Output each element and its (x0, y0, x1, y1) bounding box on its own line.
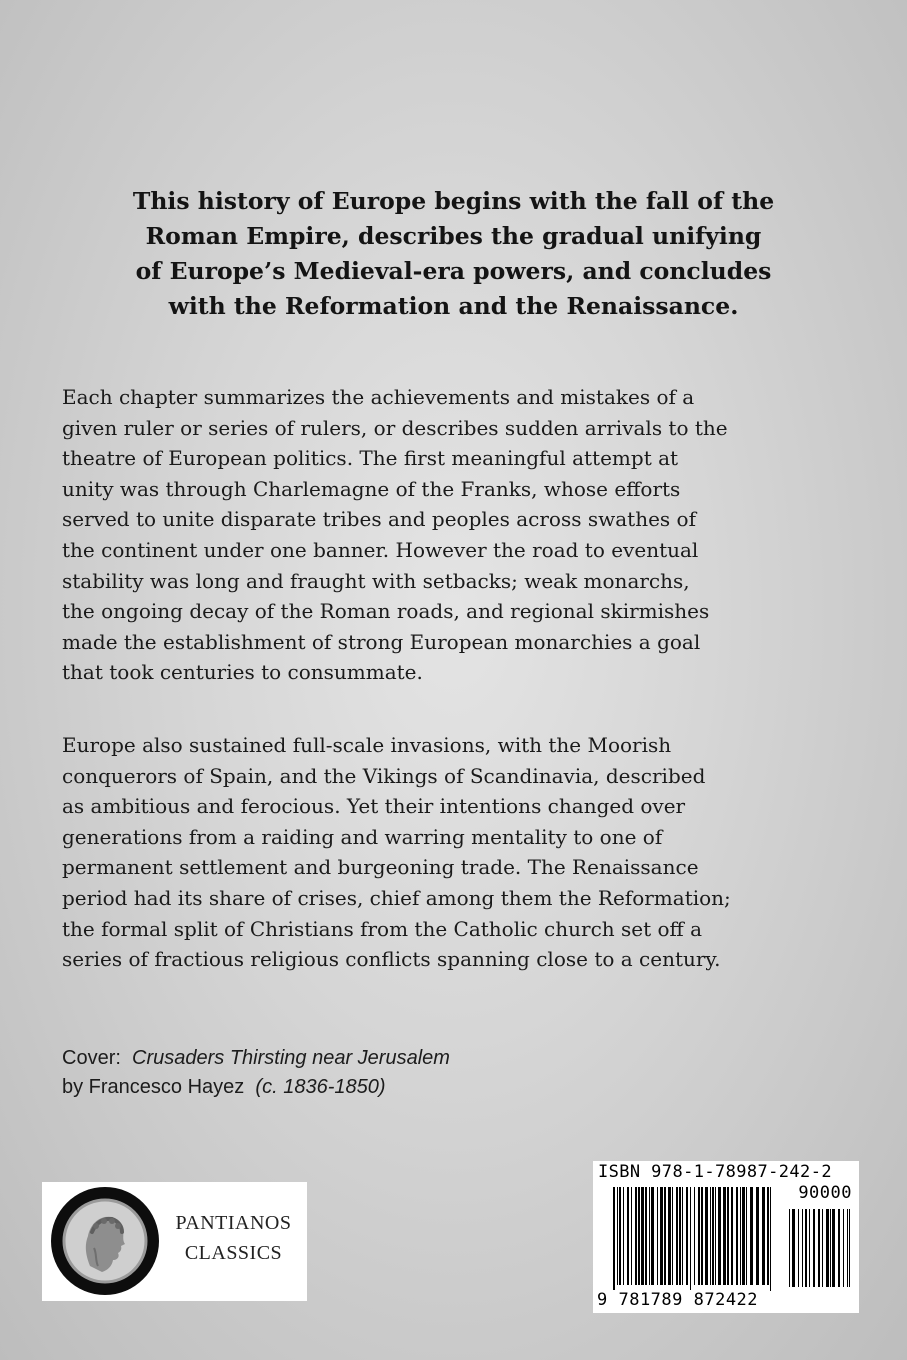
paragraph-line: permanent settlement and burgeoning trade. The Renaissance (62, 855, 699, 880)
painting-title: Crusaders Thirsting near Jerusalem (132, 1047, 450, 1069)
barcode-bar (668, 1187, 671, 1285)
blurb-line: of Europe’s Medieval-era powers, and concludes (135, 257, 772, 285)
addon-bar (789, 1209, 790, 1287)
addon-bar (818, 1209, 820, 1287)
barcode-bar (645, 1187, 647, 1285)
addon-bar (830, 1209, 831, 1287)
barcode-bar (682, 1187, 683, 1285)
barcode-bar (731, 1187, 733, 1285)
paragraph-line: series of fractious religious conflicts spanning close to a century. (62, 947, 721, 972)
paragraph-line: given ruler or series of rulers, or describes sudden arrivals to the (62, 415, 728, 440)
paragraph-line: period had its share of crises, chief among them the Reformation; (62, 885, 731, 910)
barcode-bar (756, 1187, 759, 1285)
paragraph-line: unity was through Charlemagne of the Franks, whose efforts (62, 476, 681, 501)
barcode-bar (664, 1187, 666, 1285)
barcode-bar (617, 1187, 618, 1285)
barcode-bar (746, 1187, 747, 1285)
publisher-logo (42, 1182, 307, 1301)
barcode-bar (750, 1187, 753, 1285)
blurb-line: with the Reformation and the Renaissance. (168, 292, 739, 320)
barcode-bar (710, 1187, 711, 1285)
barcode-bar (641, 1187, 644, 1285)
addon-bar (798, 1209, 799, 1287)
barcode-bar (694, 1187, 695, 1285)
ean-digits: 9 781789 872422 (597, 1290, 759, 1310)
painting-date: (c. 1836-1850) (255, 1076, 386, 1098)
barcode-bar (698, 1187, 700, 1285)
isbn-barcode (593, 1161, 859, 1313)
publisher-name (166, 1208, 301, 1268)
barcode-bar (619, 1187, 621, 1285)
publisher-line: CLASSICS (184, 1242, 283, 1264)
barcode-bar (767, 1187, 769, 1285)
blurb-line: This history of Europe begins with the fall of the (132, 187, 775, 215)
barcode-bar (679, 1187, 681, 1285)
addon-bar (813, 1209, 815, 1287)
barcode-bar (718, 1187, 721, 1285)
barcode-bar (727, 1187, 729, 1285)
publisher-line: PANTIANOS (175, 1212, 292, 1234)
paragraph-line: stability was long and fraught with setbacks; weak monarchs, (62, 568, 690, 593)
barcode-bar (657, 1187, 658, 1285)
addon-bar (805, 1209, 807, 1287)
paragraph-line: the formal split of Christians from the Catholic church set off a (62, 916, 703, 941)
cover-label: Cover: (62, 1047, 121, 1069)
addon-bar (802, 1209, 803, 1287)
barcode-bar (740, 1187, 741, 1285)
barcode-bar (690, 1187, 691, 1291)
barcode-bar (627, 1187, 629, 1285)
barcode-bar (672, 1187, 673, 1285)
addon-bar (849, 1209, 850, 1287)
paragraph-line: the ongoing decay of the Roman roads, and regional skirmishes (62, 599, 710, 624)
barcode-bar (649, 1187, 650, 1285)
paragraph-line: theatre of European politics. The first meaningful attempt at (62, 446, 679, 471)
description-paragraph-2 (62, 730, 862, 975)
barcode-bar (623, 1187, 624, 1285)
barcode-bar (712, 1187, 714, 1285)
barcode-bar (635, 1187, 637, 1285)
paragraph-line: served to unite disparate tribes and peoples across swathes of (62, 507, 696, 532)
barcode-bar (613, 1187, 615, 1291)
barcode-bar (701, 1187, 703, 1285)
barcode-bar (736, 1187, 738, 1285)
addon-bar (838, 1209, 840, 1287)
barcode-bar (651, 1187, 654, 1285)
barcode-bar (631, 1187, 632, 1285)
cover-credit (62, 1044, 450, 1102)
barcode-bar (686, 1187, 688, 1285)
painter-name: by Francesco Hayez (62, 1076, 245, 1098)
blurb-heading (80, 184, 827, 324)
addon-bar (843, 1209, 844, 1287)
paragraph-line: that took centuries to consummate. (62, 660, 423, 685)
paragraph-line: the continent under one banner. However the road to eventual (62, 537, 699, 562)
description-paragraph-1 (62, 382, 862, 688)
addon-bar (847, 1209, 848, 1287)
paragraph-line: conquerors of Spain, and the Vikings of Scandinavia, described (62, 763, 706, 788)
paragraph-line: made the establishment of strong European monarchies a goal (62, 629, 701, 654)
addon-bar (826, 1209, 829, 1287)
barcode-bar (770, 1187, 771, 1291)
isbn-text: ISBN 978-1-78987-242-2 (598, 1162, 832, 1182)
barcode-bar (715, 1187, 716, 1285)
addon-bar (832, 1209, 835, 1287)
coin-portrait-icon (50, 1186, 160, 1296)
addon-bar (822, 1209, 823, 1287)
barcode-bar (705, 1187, 708, 1285)
barcode-bar (676, 1187, 678, 1285)
blurb-line: Roman Empire, describes the gradual unifying (145, 222, 762, 250)
paragraph-line: as ambitious and ferocious. Yet their intentions changed over (62, 794, 686, 819)
paragraph-line: Europe also sustained full-scale invasions, with the Moorish (62, 733, 672, 757)
paragraph-line: Each chapter summarizes the achievements and mistakes of a (62, 385, 695, 409)
barcode-bar (660, 1187, 663, 1285)
paragraph-line: generations from a raiding and warring mentality to one of (62, 824, 663, 849)
barcode-bar (742, 1187, 745, 1285)
barcode-bar (723, 1187, 726, 1285)
barcode-bar (638, 1187, 640, 1285)
barcode-bar (762, 1187, 765, 1285)
addon-bar (792, 1209, 795, 1287)
addon-bar (809, 1209, 810, 1287)
price-code: 90000 (798, 1183, 852, 1203)
